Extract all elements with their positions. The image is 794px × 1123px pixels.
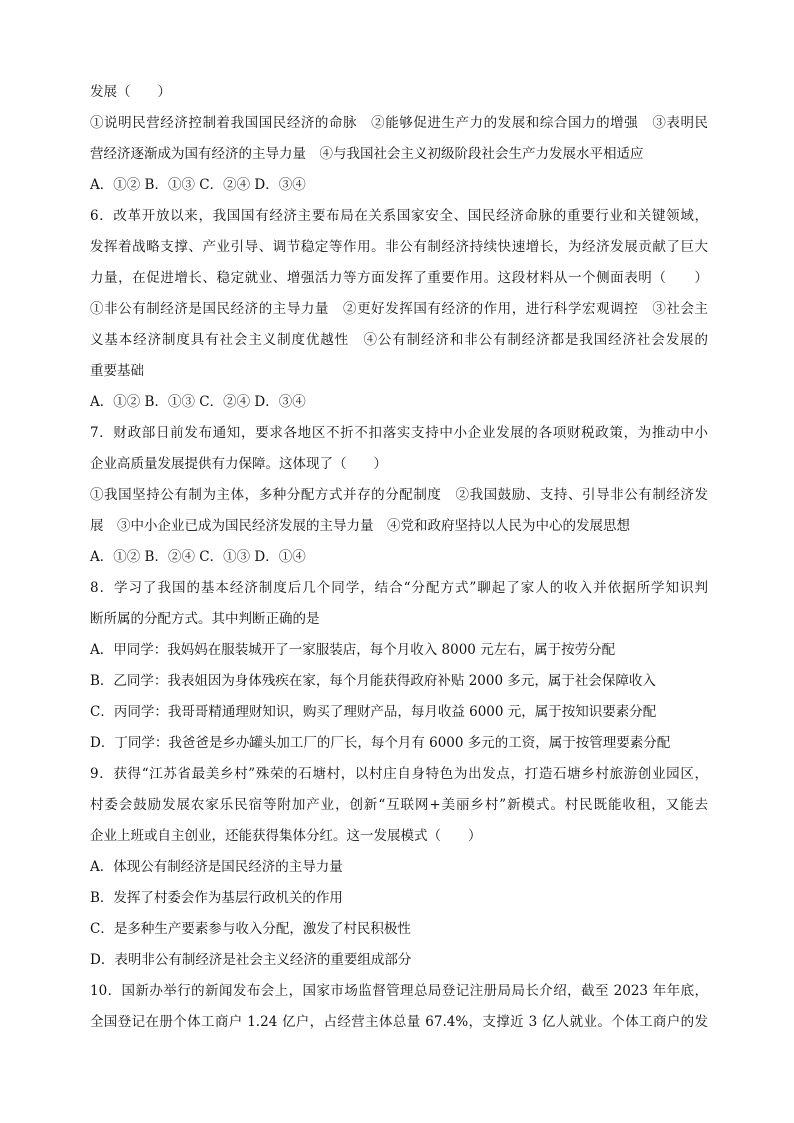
text-line: 发挥着战略支撑、产业引导、调节稳定等作用。非公有制经济持续快速增长，为经济发展贡献了巨大 (90, 239, 708, 255)
text-line: B．乙同学：我表姐因为身体残疾在家，每个月能获得政府补贴 2000 多元，属于社会保障收入 (90, 673, 656, 689)
text-line: 6．改革开放以来，我国国有经济主要布局在关系国家安全、国民经济命脉的重要行业和关键领域， (90, 208, 708, 224)
text-line: ①非公有制经济是国民经济的主导力量 ②更好发挥国有经济的作用，进行科学宏观调控 ③社会主 (90, 301, 708, 317)
text-line: 力量，在促进增长、稳定就业、增强活力等方面发挥了重要作用。这段材料从一个侧面表明（ ） (90, 270, 708, 286)
text-line: 9．获得“江苏省最美乡村”殊荣的石塘村，以村庄自身特色为出发点，打造石塘乡村旅游创业园区， (90, 766, 708, 782)
text-line: 义基本经济制度具有社会主义制度优越性 ④公有制经济和非公有制经济都是我国经济社会发展的 (90, 332, 708, 348)
text-line: 8．学习了我国的基本经济制度后几个同学，结合“分配方式”聊起了家人的收入并依据所学知识判 (90, 580, 708, 596)
text-line: B．发挥了村委会作为基层行政机关的作用 (90, 890, 343, 906)
text-line: A．①② B．②④ C．①③ D．①④ (90, 549, 306, 565)
text-line: 企业高质量发展提供有力保障。这体现了（ ） (90, 456, 387, 472)
text-line: 营经济逐渐成为国有经济的主导力量 ④与我国社会主义初级阶段社会生产力发展水平相适应 (90, 146, 644, 162)
text-line: 企业上班或自主创业，还能获得集体分红。这一发展模式（ ） (90, 828, 482, 844)
text-line: 7．财政部日前发布通知，要求各地区不折不扣落实支持中小企业发展的各项财税政策，为推动中小 (90, 425, 708, 441)
text-line: A．①② B．①③ C．②④ D．③④ (90, 177, 306, 193)
text-line: A．体现公有制经济是国民经济的主导力量 (90, 859, 343, 875)
exam-page (90, 80, 708, 1041)
text-line: C．是多种生产要素参与收入分配，激发了村民积极性 (90, 921, 411, 937)
text-line: C．丙同学：我哥哥精通理财知识，购买了理财产品，每月收益 6000 元，属于按知识要素分配 (90, 704, 657, 720)
text-line: 村委会鼓励发展农家乐民宿等附加产业，创新“互联网+美丽乡村”新模式。村民既能收租，又能去 (90, 797, 708, 813)
text-line: A．甲同学：我妈妈在服装城开了一家服装店，每个月收入 8000 元左右，属于按劳分配 (90, 642, 616, 658)
text-line: D．丁同学：我爸爸是乡办罐头加工厂的厂长，每个月有 6000 多元的工资，属于按管理要素分配 (90, 735, 671, 751)
text-line: 重要基础 (90, 363, 144, 379)
text-line: 10．国新办举行的新闻发布会上，国家市场监督管理总局登记注册局局长介绍，截至 2023 年年底， (90, 983, 708, 999)
text-line: D．表明非公有制经济是社会主义经济的重要组成部分 (90, 952, 412, 968)
text-line: 全国登记在册个体工商户 1.24 亿户，占经营主体总量 67.4%，支撑近 3 亿人就业。个体工商户的发 (90, 1014, 708, 1030)
text-line: 展 ③中小企业已成为国民经济发展的主导力量 ④党和政府坚持以人民为中心的发展思想 (90, 518, 630, 534)
text-line: ①说明民营经济控制着我国国民经济的命脉 ②能够促进生产力的发展和综合国力的增强 ③表明民 (90, 115, 708, 131)
text-line: ①我国坚持公有制为主体，多种分配方式并存的分配制度 ②我国鼓励、支持、引导非公有制经济发 (90, 487, 708, 503)
text-line: 发展（ ） (90, 84, 171, 100)
text-line: 断所属的分配方式。其中判断正确的是 (90, 611, 320, 627)
text-line: A．①② B．①③ C．②④ D．③④ (90, 394, 306, 410)
